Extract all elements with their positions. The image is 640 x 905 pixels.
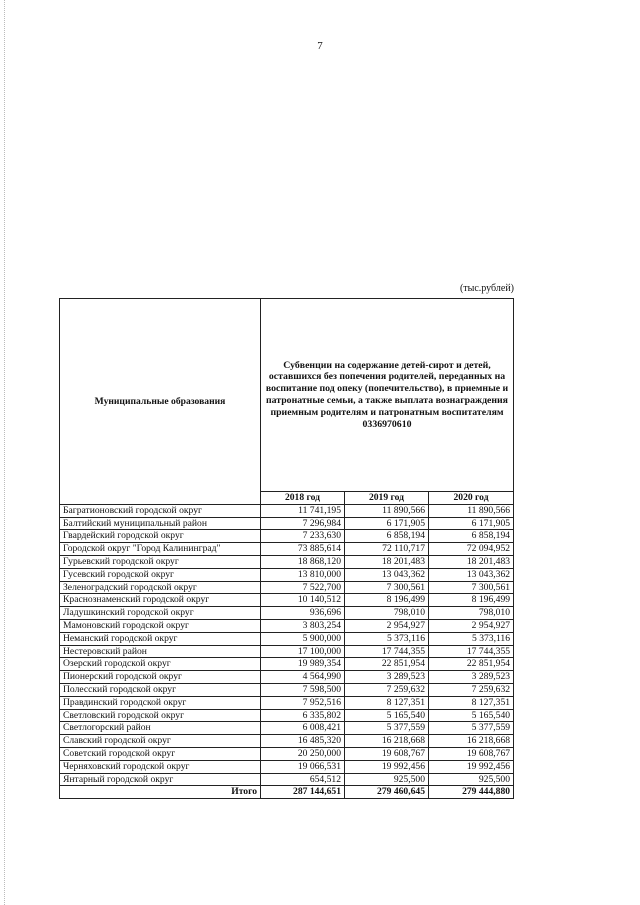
table-row [60, 543, 514, 556]
row-value-2019: 6 858,194 [345, 530, 429, 543]
row-value-2018: 19 066,531 [261, 760, 345, 773]
row-value-2018: 18 868,120 [261, 555, 345, 568]
row-value-2019: 19 992,456 [345, 760, 429, 773]
table-row [60, 747, 514, 760]
row-value-2018: 10 140,512 [261, 594, 345, 607]
row-name: Правдинский городской округ [60, 696, 261, 709]
row-name: Светловский городской округ [60, 709, 261, 722]
row-name: Неманский городской округ [60, 632, 261, 645]
total-2019: 279 460,645 [345, 786, 429, 799]
row-name: Гвардейский городской округ [60, 530, 261, 543]
row-value-2019: 5 377,559 [345, 722, 429, 735]
row-value-2019: 6 171,905 [345, 517, 429, 530]
row-value-2018: 6 008,421 [261, 722, 345, 735]
column-header-municipality: Муниципальные образования [60, 299, 261, 505]
row-value-2019: 22 851,954 [345, 658, 429, 671]
row-value-2019: 3 289,523 [345, 671, 429, 684]
row-value-2020: 19 608,767 [429, 747, 514, 760]
row-name: Славский городской округ [60, 735, 261, 748]
row-value-2019: 8 196,499 [345, 594, 429, 607]
row-name: Мамоновский городской округ [60, 619, 261, 632]
row-value-2019: 8 127,351 [345, 696, 429, 709]
total-2018: 287 144,651 [261, 786, 345, 799]
row-value-2020: 7 300,561 [429, 581, 514, 594]
row-value-2020: 19 992,456 [429, 760, 514, 773]
row-value-2020: 22 851,954 [429, 658, 514, 671]
table-row [60, 581, 514, 594]
table-row [60, 555, 514, 568]
row-value-2018: 17 100,000 [261, 645, 345, 658]
table-row [60, 773, 514, 786]
table-row [60, 504, 514, 517]
row-value-2018: 936,696 [261, 607, 345, 620]
row-name: Нестеровский район [60, 645, 261, 658]
row-value-2018: 7 952,516 [261, 696, 345, 709]
row-value-2020: 925,500 [429, 773, 514, 786]
year-header-2018: 2018 год [261, 492, 345, 505]
row-name: Озерский городской округ [60, 658, 261, 671]
row-value-2018: 3 803,254 [261, 619, 345, 632]
row-name: Советский городской округ [60, 747, 261, 760]
row-value-2018: 11 741,195 [261, 504, 345, 517]
row-value-2019: 18 201,483 [345, 555, 429, 568]
column-header-subsidy: Субвенции на содержание детей-сирот и детей, оставшихся без попечения родителей, переданных на воспитание под опеку (попечительство), в приемные и патронатные семьи, а также выплата вознаграждения приемным родителям и патронатным воспитателям 0336970610 [261, 299, 514, 492]
row-value-2018: 7 296,984 [261, 517, 345, 530]
row-value-2018: 20 250,000 [261, 747, 345, 760]
row-value-2020: 16 218,668 [429, 735, 514, 748]
row-value-2019: 925,500 [345, 773, 429, 786]
table-row [60, 594, 514, 607]
row-name: Городской округ "Город Калининград" [60, 543, 261, 556]
row-value-2020: 7 259,632 [429, 683, 514, 696]
row-name: Зеленоградский городской округ [60, 581, 261, 594]
table-row [60, 658, 514, 671]
row-value-2020: 3 289,523 [429, 671, 514, 684]
row-value-2018: 4 564,990 [261, 671, 345, 684]
total-label: Итого [60, 786, 261, 799]
row-value-2018: 7 233,630 [261, 530, 345, 543]
row-value-2018: 73 885,614 [261, 543, 345, 556]
row-value-2018: 19 989,354 [261, 658, 345, 671]
row-value-2019: 5 373,116 [345, 632, 429, 645]
table-row [60, 619, 514, 632]
table-row [60, 568, 514, 581]
row-value-2020: 6 171,905 [429, 517, 514, 530]
row-value-2018: 5 900,000 [261, 632, 345, 645]
row-value-2019: 16 218,668 [345, 735, 429, 748]
table-row [60, 722, 514, 735]
table-row [60, 645, 514, 658]
year-header-2020: 2020 год [429, 492, 514, 505]
row-value-2020: 11 890,566 [429, 504, 514, 517]
row-value-2019: 11 890,566 [345, 504, 429, 517]
row-value-2020: 13 043,362 [429, 568, 514, 581]
row-value-2019: 13 043,362 [345, 568, 429, 581]
row-value-2020: 5 165,540 [429, 709, 514, 722]
row-value-2018: 7 598,500 [261, 683, 345, 696]
row-value-2019: 2 954,927 [345, 619, 429, 632]
row-name: Светлогорский район [60, 722, 261, 735]
row-value-2019: 5 165,540 [345, 709, 429, 722]
row-value-2018: 16 485,320 [261, 735, 345, 748]
row-name: Гусевский городской округ [60, 568, 261, 581]
total-row [60, 786, 514, 799]
row-value-2018: 654,512 [261, 773, 345, 786]
table-row [60, 760, 514, 773]
row-value-2019: 798,010 [345, 607, 429, 620]
row-value-2018: 7 522,700 [261, 581, 345, 594]
table-row [60, 632, 514, 645]
margin-line [4, 0, 5, 905]
row-value-2020: 17 744,355 [429, 645, 514, 658]
row-value-2020: 18 201,483 [429, 555, 514, 568]
row-value-2020: 6 858,194 [429, 530, 514, 543]
page-number: 7 [317, 40, 323, 52]
table-row [60, 530, 514, 543]
units-label: (тыс.рублей) [459, 283, 514, 294]
row-name: Черняховский городской округ [60, 760, 261, 773]
subsidy-table [59, 298, 514, 799]
row-name: Пионерский городской округ [60, 671, 261, 684]
year-header-2019: 2019 год [345, 492, 429, 505]
table-row [60, 735, 514, 748]
row-value-2019: 17 744,355 [345, 645, 429, 658]
row-value-2018: 13 810,000 [261, 568, 345, 581]
table-row [60, 517, 514, 530]
row-value-2020: 5 373,116 [429, 632, 514, 645]
row-value-2018: 6 335,802 [261, 709, 345, 722]
table-row [60, 671, 514, 684]
row-name: Краснознаменский городской округ [60, 594, 261, 607]
row-value-2020: 8 127,351 [429, 696, 514, 709]
row-value-2019: 72 110,717 [345, 543, 429, 556]
row-value-2020: 72 094,952 [429, 543, 514, 556]
row-name: Гурьевский городской округ [60, 555, 261, 568]
table-row [60, 683, 514, 696]
row-value-2020: 5 377,559 [429, 722, 514, 735]
row-value-2019: 7 259,632 [345, 683, 429, 696]
row-name: Полесский городской округ [60, 683, 261, 696]
row-value-2020: 8 196,499 [429, 594, 514, 607]
table-row [60, 696, 514, 709]
row-value-2020: 2 954,927 [429, 619, 514, 632]
table-row [60, 607, 514, 620]
row-value-2020: 798,010 [429, 607, 514, 620]
row-value-2019: 19 608,767 [345, 747, 429, 760]
table-body [60, 504, 514, 798]
row-name: Янтарный городской округ [60, 773, 261, 786]
total-2020: 279 444,880 [429, 786, 514, 799]
row-value-2019: 7 300,561 [345, 581, 429, 594]
table-row [60, 709, 514, 722]
row-name: Балтийский муниципальный район [60, 517, 261, 530]
row-name: Ладушкинский городской округ [60, 607, 261, 620]
row-name: Багратионовский городской округ [60, 504, 261, 517]
